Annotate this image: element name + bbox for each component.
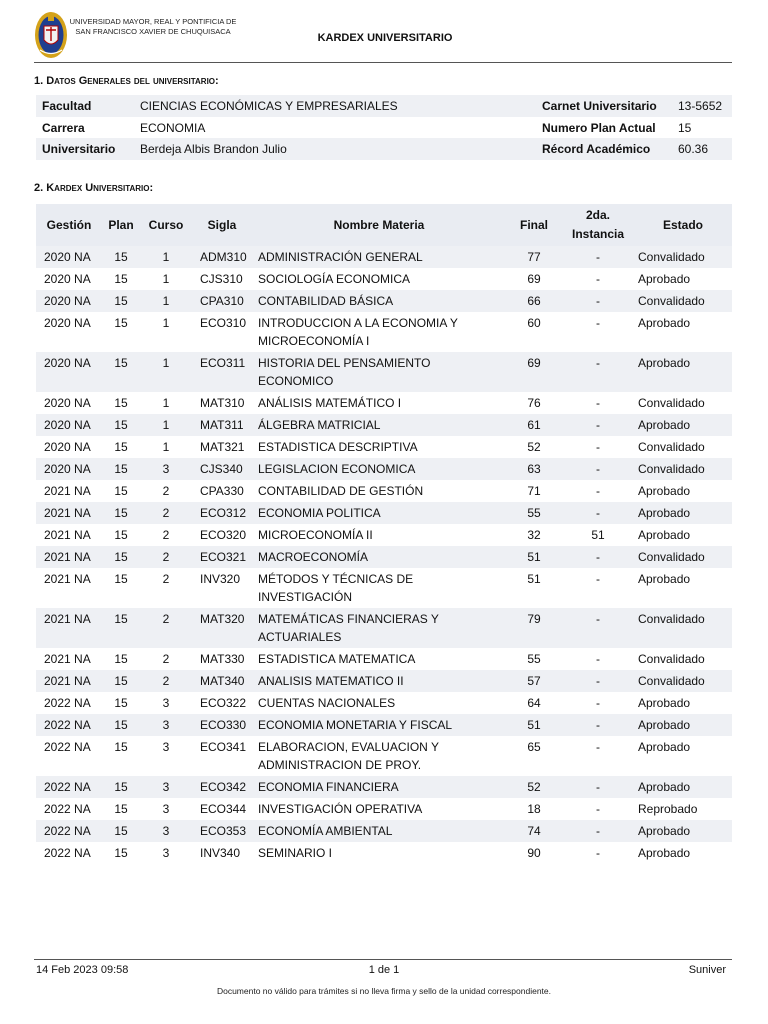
cell-gestion: 2020 NA bbox=[36, 290, 102, 312]
cell-plan: 15 bbox=[114, 272, 128, 286]
cell-sigla: ECO330 bbox=[192, 714, 252, 736]
cell-materia: CUENTAS NACIONALES bbox=[258, 696, 396, 710]
table-row bbox=[36, 648, 732, 670]
cell-sigla: MAT311 bbox=[192, 414, 252, 436]
cell-instancia: - bbox=[596, 396, 600, 410]
header-plan: Plan bbox=[102, 204, 140, 246]
table-row bbox=[36, 568, 732, 608]
cell-gestion: 2021 NA bbox=[44, 652, 91, 666]
cell-curso: 1 bbox=[162, 440, 170, 454]
section-2-title: Kardex Universitario: bbox=[46, 182, 154, 194]
cell-plan: 15 bbox=[102, 458, 140, 480]
header-divider bbox=[34, 62, 732, 63]
cell-curso: 3 bbox=[162, 696, 170, 710]
cell-estado: Aprobado bbox=[634, 714, 732, 736]
cell-plan: 15 bbox=[114, 316, 128, 330]
kardex-header-row bbox=[36, 204, 732, 246]
cell-gestion: 2022 NA bbox=[44, 740, 91, 754]
cell-plan: 15 bbox=[114, 696, 128, 710]
section-2-heading bbox=[34, 182, 153, 194]
cell-estado: Aprobado bbox=[638, 846, 691, 860]
cell-gestion: 2022 NA bbox=[44, 846, 91, 860]
cell-curso: 2 bbox=[162, 652, 170, 666]
cell-gestion: 2022 NA bbox=[36, 820, 102, 842]
cell-instancia: - bbox=[596, 802, 600, 816]
cell-final: 66 bbox=[506, 290, 562, 312]
cell-gestion: 2020 NA bbox=[44, 396, 91, 410]
cell-curso: 1 bbox=[162, 272, 170, 286]
cell-sigla: MAT320 bbox=[192, 608, 252, 648]
cell-final: 52 bbox=[506, 776, 562, 798]
cell-estado: Aprobado bbox=[638, 484, 691, 498]
cell-instancia: - bbox=[596, 696, 600, 710]
footer-system: Suniver bbox=[688, 964, 726, 976]
cell-sigla: ECO322 bbox=[200, 696, 247, 710]
general-data-table bbox=[36, 95, 732, 160]
cell-curso: 3 bbox=[162, 802, 170, 816]
record-value: 60.36 bbox=[672, 138, 732, 160]
header-final: Final bbox=[506, 204, 562, 246]
cell-materia: LEGISLACION ECONOMICA bbox=[252, 458, 506, 480]
facultad-label: Facultad bbox=[36, 95, 134, 117]
cell-plan: 15 bbox=[114, 652, 128, 666]
cell-plan: 15 bbox=[102, 290, 140, 312]
cell-materia: ELABORACION, EVALUACION Y ADMINISTRACION DE PROY. bbox=[258, 740, 439, 772]
cell-materia: MÉTODOS Y TÉCNICAS DE INVESTIGACIÓN bbox=[258, 572, 414, 604]
cell-instancia: - bbox=[562, 414, 634, 436]
cell-estado: Convalidado bbox=[634, 246, 732, 268]
cell-materia: ECONOMÍA AMBIENTAL bbox=[252, 820, 506, 842]
cell-sigla: MAT321 bbox=[200, 440, 245, 454]
cell-materia: CONTABILIDAD BÁSICA bbox=[252, 290, 506, 312]
cell-curso: 1 bbox=[140, 352, 192, 392]
footer-divider bbox=[34, 959, 732, 960]
cell-plan: 15 bbox=[102, 670, 140, 692]
cell-gestion: 2021 NA bbox=[44, 528, 91, 542]
cell-estado: Aprobado bbox=[638, 528, 691, 542]
cell-gestion: 2021 NA bbox=[36, 670, 102, 692]
cell-curso: 2 bbox=[140, 546, 192, 568]
table-row bbox=[36, 502, 732, 524]
plan-value: 15 bbox=[678, 120, 692, 135]
cell-curso: 3 bbox=[140, 776, 192, 798]
cell-materia: ANALISIS MATEMATICO II bbox=[252, 670, 506, 692]
cell-materia: MATEMÁTICAS FINANCIERAS Y ACTUARIALES bbox=[252, 608, 506, 648]
table-row bbox=[36, 268, 732, 290]
cell-final: 55 bbox=[527, 652, 541, 666]
cell-materia: ADMINISTRACIÓN GENERAL bbox=[252, 246, 506, 268]
cell-curso: 2 bbox=[162, 572, 170, 586]
table-row bbox=[36, 608, 732, 648]
cell-plan: 15 bbox=[114, 484, 128, 498]
cell-gestion: 2022 NA bbox=[44, 696, 91, 710]
cell-sigla: MAT310 bbox=[200, 396, 245, 410]
table-row bbox=[36, 414, 732, 436]
cell-gestion: 2021 NA bbox=[36, 546, 102, 568]
header-sigla: Sigla bbox=[192, 204, 252, 246]
cell-curso: 3 bbox=[162, 846, 170, 860]
cell-estado: Aprobado bbox=[638, 316, 691, 330]
header-gestion: Gestión bbox=[36, 204, 102, 246]
header-instancia bbox=[562, 204, 634, 246]
section-2-number: 2. bbox=[34, 182, 47, 194]
cell-gestion: 2021 NA bbox=[44, 572, 91, 586]
table-row bbox=[36, 392, 732, 414]
cell-estado: Aprobado bbox=[638, 272, 691, 286]
cell-final: 51 bbox=[506, 546, 562, 568]
cell-plan: 15 bbox=[102, 502, 140, 524]
cell-curso: 1 bbox=[162, 396, 170, 410]
table-row bbox=[36, 312, 732, 352]
kardex-table bbox=[36, 204, 732, 864]
cell-plan: 15 bbox=[102, 352, 140, 392]
cell-estado: Convalidado bbox=[638, 440, 705, 454]
cell-estado: Convalidado bbox=[638, 396, 705, 410]
cell-plan: 15 bbox=[114, 572, 128, 586]
university-name-line1: UNIVERSIDAD MAYOR, REAL Y PONTIFICIA DE bbox=[69, 17, 237, 26]
cell-instancia: - bbox=[596, 316, 600, 330]
cell-curso: 2 bbox=[162, 528, 170, 542]
cell-final: 77 bbox=[506, 246, 562, 268]
kardex-body bbox=[36, 246, 732, 864]
cell-plan: 15 bbox=[114, 528, 128, 542]
cell-instancia: - bbox=[596, 440, 600, 454]
cell-estado: Convalidado bbox=[634, 670, 732, 692]
cell-curso: 1 bbox=[140, 414, 192, 436]
cell-gestion: 2020 NA bbox=[44, 272, 91, 286]
cell-final: 64 bbox=[527, 696, 541, 710]
general-row-carrera bbox=[36, 117, 732, 139]
cell-sigla: CPA310 bbox=[192, 290, 252, 312]
cell-curso: 3 bbox=[140, 458, 192, 480]
cell-estado: Convalidado bbox=[634, 546, 732, 568]
university-name-line2: SAN FRANCISCO XAVIER DE CHUQUISACA bbox=[75, 27, 231, 36]
cell-final: 74 bbox=[506, 820, 562, 842]
facultad-value: CIENCIAS ECONÓMICAS Y EMPRESARIALES bbox=[134, 95, 536, 117]
cell-plan: 15 bbox=[102, 608, 140, 648]
cell-sigla: INV340 bbox=[200, 846, 241, 860]
cell-final: 90 bbox=[527, 846, 541, 860]
cell-instancia: - bbox=[596, 572, 600, 586]
cell-estado: Convalidado bbox=[634, 608, 732, 648]
cell-sigla: ECO321 bbox=[192, 546, 252, 568]
plan-label: Numero Plan Actual bbox=[542, 120, 656, 135]
cell-final: 57 bbox=[506, 670, 562, 692]
cell-final: 32 bbox=[527, 528, 541, 542]
footer-page: 1 de 1 bbox=[368, 964, 400, 976]
cell-plan: 15 bbox=[102, 820, 140, 842]
cell-materia: INTRODUCCION A LA ECONOMIA Y MICROECONOMÍA I bbox=[258, 316, 458, 348]
cell-gestion: 2021 NA bbox=[36, 608, 102, 648]
footer-datetime: 14 Feb 2023 09:58 bbox=[36, 964, 129, 976]
cell-estado: Convalidado bbox=[634, 458, 732, 480]
cell-gestion: 2021 NA bbox=[44, 484, 91, 498]
table-row bbox=[36, 776, 732, 798]
cell-final: 71 bbox=[527, 484, 541, 498]
carnet-label: Carnet Universitario bbox=[536, 95, 672, 117]
cell-curso: 3 bbox=[162, 740, 170, 754]
cell-sigla: CPA330 bbox=[200, 484, 244, 498]
cell-instancia: - bbox=[562, 502, 634, 524]
cell-instancia: - bbox=[562, 246, 634, 268]
cell-final: 69 bbox=[527, 272, 541, 286]
cell-instancia: - bbox=[596, 484, 600, 498]
cell-estado: Convalidado bbox=[638, 652, 705, 666]
table-row bbox=[36, 458, 732, 480]
table-row bbox=[36, 246, 732, 268]
record-label: Récord Académico bbox=[536, 138, 672, 160]
cell-plan: 15 bbox=[114, 740, 128, 754]
cell-gestion: 2021 NA bbox=[36, 502, 102, 524]
table-row bbox=[36, 436, 732, 458]
cell-curso: 2 bbox=[140, 608, 192, 648]
cell-final: 51 bbox=[527, 572, 541, 586]
cell-gestion: 2022 NA bbox=[44, 802, 91, 816]
cell-sigla: ECO342 bbox=[192, 776, 252, 798]
table-row bbox=[36, 670, 732, 692]
cell-gestion: 2020 NA bbox=[36, 414, 102, 436]
cell-final: 79 bbox=[506, 608, 562, 648]
cell-materia: ECONOMIA MONETARIA Y FISCAL bbox=[252, 714, 506, 736]
cell-estado: Aprobado bbox=[638, 696, 691, 710]
cell-plan: 15 bbox=[102, 546, 140, 568]
cell-estado: Aprobado bbox=[634, 820, 732, 842]
document-header bbox=[34, 10, 732, 62]
cell-gestion: 2020 NA bbox=[36, 352, 102, 392]
cell-sigla: ECO311 bbox=[192, 352, 252, 392]
cell-materia: INVESTIGACIÓN OPERATIVA bbox=[258, 802, 423, 816]
table-row bbox=[36, 524, 732, 546]
cell-plan: 15 bbox=[114, 802, 128, 816]
universitario-label: Universitario bbox=[36, 138, 134, 160]
cell-materia: ÁLGEBRA MATRICIAL bbox=[252, 414, 506, 436]
cell-materia: SEMINARIO I bbox=[258, 846, 333, 860]
header-instancia-line1: 2da. bbox=[585, 208, 610, 222]
cell-final: 18 bbox=[527, 802, 541, 816]
cell-materia: HISTORIA DEL PENSAMIENTO ECONOMICO bbox=[252, 352, 506, 392]
cell-estado: Aprobado bbox=[638, 572, 691, 586]
cell-estado: Reprobado bbox=[638, 802, 698, 816]
cell-final: 76 bbox=[527, 396, 541, 410]
cell-final: 65 bbox=[527, 740, 541, 754]
cell-sigla: ECO312 bbox=[192, 502, 252, 524]
table-row bbox=[36, 546, 732, 568]
cell-instancia: - bbox=[596, 272, 600, 286]
cell-sigla: ECO310 bbox=[200, 316, 247, 330]
table-row bbox=[36, 736, 732, 776]
cell-instancia: - bbox=[562, 820, 634, 842]
cell-sigla: CJS340 bbox=[192, 458, 252, 480]
cell-materia: SOCIOLOGÍA ECONOMICA bbox=[258, 272, 411, 286]
table-row bbox=[36, 480, 732, 502]
cell-final: 52 bbox=[527, 440, 541, 454]
table-row bbox=[36, 692, 732, 714]
cell-sigla: ECO344 bbox=[200, 802, 247, 816]
cell-estado: Aprobado bbox=[634, 352, 732, 392]
section-1-number: 1. bbox=[34, 75, 47, 87]
cell-curso: 1 bbox=[140, 290, 192, 312]
cell-instancia: - bbox=[562, 608, 634, 648]
cell-sigla: ADM310 bbox=[192, 246, 252, 268]
cell-estado: Convalidado bbox=[634, 290, 732, 312]
cell-instancia: - bbox=[562, 290, 634, 312]
cell-gestion: 2020 NA bbox=[44, 440, 91, 454]
cell-instancia: - bbox=[562, 670, 634, 692]
section-1-heading bbox=[34, 75, 219, 87]
cell-sigla: MAT330 bbox=[200, 652, 245, 666]
cell-plan: 15 bbox=[114, 846, 128, 860]
cell-instancia: - bbox=[562, 714, 634, 736]
table-row bbox=[36, 290, 732, 312]
cell-estado: Aprobado bbox=[634, 502, 732, 524]
cell-gestion: 2020 NA bbox=[36, 246, 102, 268]
general-row-universitario bbox=[36, 138, 732, 160]
table-row bbox=[36, 714, 732, 736]
cell-curso: 3 bbox=[140, 820, 192, 842]
cell-curso: 2 bbox=[162, 484, 170, 498]
cell-materia: ECONOMIA FINANCIERA bbox=[252, 776, 506, 798]
cell-gestion: 2020 NA bbox=[36, 458, 102, 480]
table-row bbox=[36, 842, 732, 864]
table-row bbox=[36, 352, 732, 392]
cell-final: 63 bbox=[506, 458, 562, 480]
cell-instancia: - bbox=[562, 776, 634, 798]
cell-instancia: - bbox=[562, 546, 634, 568]
general-row-facultad bbox=[36, 95, 732, 117]
cell-sigla: INV320 bbox=[200, 572, 241, 586]
carrera-label: Carrera bbox=[42, 120, 85, 135]
header-curso: Curso bbox=[140, 204, 192, 246]
header-instancia-line2: Instancia bbox=[571, 227, 625, 241]
cell-materia: ESTADISTICA DESCRIPTIVA bbox=[258, 440, 418, 454]
cell-sigla: MAT340 bbox=[192, 670, 252, 692]
cell-gestion: 2022 NA bbox=[36, 776, 102, 798]
universitario-value: Berdeja Albis Brandon Julio bbox=[134, 138, 536, 160]
cell-estado: Aprobado bbox=[638, 740, 691, 754]
cell-sigla: CJS310 bbox=[200, 272, 243, 286]
header-materia: Nombre Materia bbox=[252, 204, 506, 246]
cell-curso: 1 bbox=[140, 246, 192, 268]
cell-materia: ANÁLISIS MATEMÁTICO I bbox=[258, 396, 402, 410]
cell-plan: 15 bbox=[102, 246, 140, 268]
cell-sigla: ECO341 bbox=[200, 740, 247, 754]
cell-curso: 2 bbox=[140, 670, 192, 692]
cell-estado: Aprobado bbox=[634, 414, 732, 436]
cell-plan: 15 bbox=[114, 396, 128, 410]
cell-instancia: 51 bbox=[591, 528, 605, 542]
table-row bbox=[36, 798, 732, 820]
cell-sigla: ECO320 bbox=[200, 528, 247, 542]
cell-instancia: - bbox=[562, 352, 634, 392]
cell-final: 60 bbox=[527, 316, 541, 330]
cell-plan: 15 bbox=[102, 414, 140, 436]
cell-estado: Aprobado bbox=[634, 776, 732, 798]
cell-instancia: - bbox=[562, 458, 634, 480]
cell-materia: ECONOMIA POLITICA bbox=[252, 502, 506, 524]
footer-validity-note: Documento no válido para trámites si no lleva firma y sello de la unidad correspondiente. bbox=[216, 986, 552, 996]
cell-gestion: 2020 NA bbox=[44, 316, 91, 330]
carrera-value: ECONOMIA bbox=[140, 120, 206, 135]
cell-curso: 2 bbox=[140, 502, 192, 524]
document-title: KARDEX UNIVERSITARIO bbox=[317, 32, 453, 44]
cell-curso: 1 bbox=[162, 316, 170, 330]
cell-materia: MACROECONOMÍA bbox=[252, 546, 506, 568]
cell-plan: 15 bbox=[114, 440, 128, 454]
cell-instancia: - bbox=[596, 846, 600, 860]
cell-materia: ESTADISTICA MATEMATICA bbox=[258, 652, 416, 666]
cell-materia: MICROECONOMÍA II bbox=[258, 528, 373, 542]
cell-final: 55 bbox=[506, 502, 562, 524]
cell-curso: 3 bbox=[140, 714, 192, 736]
cell-final: 51 bbox=[506, 714, 562, 736]
cell-materia: CONTABILIDAD DE GESTIÓN bbox=[258, 484, 424, 498]
cell-sigla: ECO353 bbox=[192, 820, 252, 842]
cell-instancia: - bbox=[596, 652, 600, 666]
header-estado: Estado bbox=[634, 204, 732, 246]
section-1-title: Datos Generales del universitario: bbox=[46, 75, 219, 87]
table-row bbox=[36, 820, 732, 842]
cell-final: 69 bbox=[506, 352, 562, 392]
cell-final: 61 bbox=[506, 414, 562, 436]
cell-plan: 15 bbox=[102, 776, 140, 798]
cell-instancia: - bbox=[596, 740, 600, 754]
cell-gestion: 2022 NA bbox=[36, 714, 102, 736]
cell-plan: 15 bbox=[102, 714, 140, 736]
carnet-value: 13-5652 bbox=[672, 95, 732, 117]
